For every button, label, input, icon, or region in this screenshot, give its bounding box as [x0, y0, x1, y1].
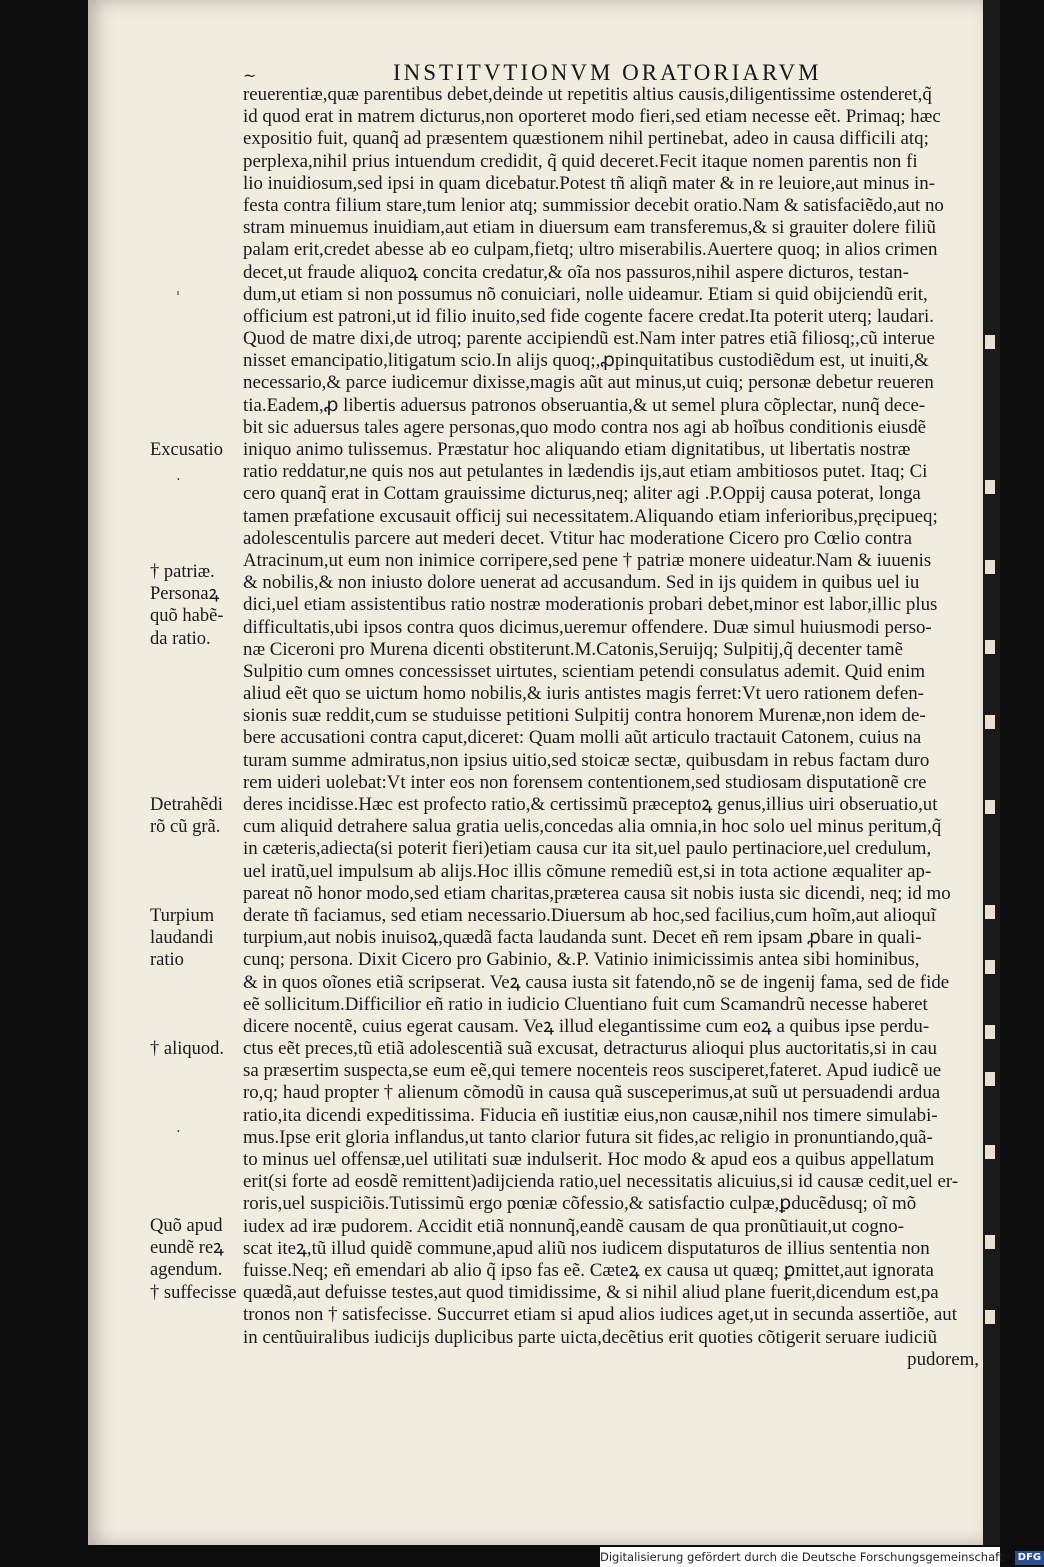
- text-line: in cæteris,adiecta(si poterit fieri)etiam causa cur ita sit,uel paulo pertinaciore,uel credulum,: [243, 838, 932, 860]
- text-line: dum,ut etiam si non possumus nõ conuiciari, nolle uideamur. Etiam si quid obijciendũ erit,: [243, 283, 928, 305]
- margin-note-excusatio: Excusatio: [150, 440, 223, 460]
- text-line: ratio,ita dicendi expeditissima. Fiducia eñ iustitiæ eius,non causæ,nihil nos timere simulabi-: [243, 1104, 938, 1126]
- text-line: iniquo animo tulissemus. Præstatur hoc aliquando etiam dignitatibus, ut libertatis nostræ: [243, 439, 911, 460]
- text-line: lio inuidiosum,sed ipsi in quam dicebatur.Potest tñ aliqñ mater & in re leuiore,aut minus in-: [243, 172, 936, 194]
- text-line: cum aliquid detrahere salua gratia uelis,concedas alia omnia,in hoc solo uel minus peritum,q̃: [243, 816, 942, 838]
- text-line: difficultatis,ubi ipsos contra quos dicimus,ueremur offendere. Duæ simul huiusmodi perso-: [243, 616, 932, 638]
- text-line: palam erit,credet abesse ab eo culpam,fietq; ultro miserabilis.Auertere quoq; in alios crimen: [243, 239, 938, 261]
- margin-mark: ': [176, 288, 181, 306]
- text-line: expositio fuit, quanq̃ ad præsentem quæstionem nihil pertinebat, adeo in causa difficili atq;: [243, 128, 929, 150]
- text-line: perplexa,nihil prius intuendum credidit, q̃ quid deceret.Fecit itaque nomen parentis non fi: [243, 150, 918, 172]
- text-line: deres incidisse.Hæc est profecto ratio,& certissimũ præceptoꝝ genus,illius uiri obseruatio,ut: [243, 794, 938, 815]
- margin-mark: ·: [176, 470, 181, 488]
- text-line: bit sic aduersus tales agere personas,quo modo contra nos agi ab hoĩbus conditionis eiusdẽ: [243, 416, 927, 438]
- footer-text: Digitalisierung gefördert durch die Deutsche Forschungsgemeinschaft ·: [600, 1550, 1011, 1564]
- text-line: mus.Ipse erit gloria inflandus,ut tanto clarior futura sit fides,ac religio in pronuntiando,quã-: [243, 1126, 933, 1148]
- text-line: iudex ad iræ pudorem. Accidit etiã nonnunq̃,eandẽ causam de qua pronũtiauit,ut cogno-: [243, 1215, 904, 1237]
- text-line: turpium,aut nobis inuisoꝝ,quædã facta laudanda sunt. Decet eñ rem ipsam ꝓbare in quali-: [243, 927, 922, 949]
- text-line: tamen præfatione excusauit officij sui necessitatem.Aliquando etiam inferioribus,pręcipueq;: [243, 505, 938, 527]
- text-line: quædã,aut defuisse testes,aut quod timidissime, & si nihil aliud plane fuerit,dicendum est,pa: [243, 1282, 939, 1304]
- text-line: festa contra filium stare,tum lenior atq; summissior decebit oratio.Nam & satisfaciẽdo,aut no: [243, 194, 944, 216]
- text-line: ctus eẽt preces,tũ etiã adolescentiã suã excusat, detracturus alioqui plus auctoritatis,si in cau: [243, 1038, 937, 1060]
- book-page: [88, 0, 983, 1545]
- text-line-catchword: pudorem,: [907, 1348, 979, 1370]
- text-line: roris,uel suspiciõis.Tutissimũ ergo pœniæ cõfessio,& satisfactio culpæ,ꝑducẽdusq; oĩ mõ: [243, 1193, 917, 1215]
- digitization-footer: [600, 1547, 1042, 1567]
- page-edge: [983, 0, 1000, 1545]
- text-line: stram minuemus inuidiam,aut etiam in diuersum eam transferemus,& si grauiter dolere filiũ: [243, 217, 937, 239]
- text-line: necessario,& parce iudicemur dixisse,magis aũt aut minus,ut cuiq; personæ debetur reueren: [243, 372, 934, 394]
- text-line: bere accusationi contra caput,diceret: Quam molli aũt articulo tractauit Catonem, cuius na: [243, 727, 922, 749]
- running-head: INSTITVTIONVM ORATORIARVM: [393, 60, 822, 85]
- margin-note-turpium: Turpium laudandi ratio: [150, 906, 215, 971]
- text-line: to minus uel offensæ,uel utilitati suæ indulserit. Hoc modo & apud eos a quibus appellatum: [243, 1149, 935, 1170]
- text-line: decet,ut fraude aliquoꝝ concita credatur,& oĩa nos passuros,nihil aspere dicturos, testan-: [243, 261, 909, 283]
- text-line: næ Ciceroni pro Murena dicenti obstiterunt.M.Catonis,Seruijq; Sulpitij,q̃ decenter tamẽ: [243, 638, 904, 660]
- text-line: tronos non † satisfecisse. Succurret etiam si apud alios iudices aget,ut in secunda assertiõe, aut: [243, 1304, 957, 1326]
- text-line: in centũuiralibus iudicijs duplicibus parte uicta,decẽtius erit quoties cõtigerit seruare iudiciũ: [243, 1326, 938, 1348]
- text-line: nisset emancipatio,litigatum scio.In alijs quoq;,ꝓpinquitatibus custodiẽdum est, ut inuiti,&: [243, 350, 929, 372]
- text-line: cero quanq̃ erat in Cottam grauissime dicturus,neq; aliter agi .P.Oppij causa poterat, longa: [243, 483, 921, 505]
- text-line: & in quos oĩones etiã scripserat. Veꝝ causa iusta sit fatendo,nõ se de ingenij fama, sed de fide: [243, 971, 950, 993]
- text-line: sionis suæ reddit,cum se studuisse petitioni Sulpitij contra honorem Murenæ,non idem de-: [243, 705, 926, 727]
- text-line: cunq; persona. Dixit Cicero pro Gabinio, &.P. Vatinio inimicissimis antea sibi hominibus,: [243, 949, 920, 971]
- text-line: dicere nocentẽ, cuius egerat causam. Veꝝ illud elegantissime cum eoꝝ a quibus ipse perdu-: [243, 1015, 930, 1037]
- text-line: erit(si forte ad eosdẽ remittent)adijcienda ratio,uel necessitatis alicuius,si id causæ cedit,uel er-: [243, 1171, 959, 1193]
- margin-note-personarum: † patriæ. Personaꝝ quõ habẽ- da ratio.: [150, 562, 224, 649]
- text-line: derate tñ faciamus, sed etiam necessario.Diuersum ab hoc,sed facilius,cum hoĩm,aut alioquĩ: [243, 904, 936, 926]
- text-line: id quod erat in matrem dicturus,non oporteret modo fieri,sed etiam necesse eẽt. Primaq; hæc: [243, 106, 941, 128]
- text-line: Quod de matre dixi,de utroq; parente accipiendũ est.Nam inter patres etiã filiosq;,cũ interue: [243, 328, 935, 350]
- text-line: adolescentulis parcere aut mederi decet. Vtitur hac moderatione Cicero pro Cœlio contra: [243, 527, 912, 549]
- text-line: rem uideri uolebat:Vt inter eos non forensem contentionem,sed studiosam disputationẽ cre: [243, 771, 927, 793]
- text-line: pareat nõ honor modo,sed etiam charitas,præterea causa sit nobis iusta sic dicendi, neq; id mo: [243, 882, 951, 904]
- text-line: dici,uel etiam assistentibus ratio nostræ moderationis probari debet,minor est labor,illic plus: [243, 594, 938, 616]
- margin-note-suffecisse: † suffecisse: [150, 1283, 237, 1303]
- text-line: officium est patroni,ut id filio inuito,sed fide cogente facere credat.Ita poterit uterq; laudari.: [243, 305, 935, 327]
- text-line: eẽ sollicitum.Difficilior eñ ratio in iudicio Cluentiano fuit cum Scamandrũ necesse haberet: [243, 993, 928, 1015]
- text-line: turam summe admiratus,non ipsius uitio,sed stoicæ sectæ, quibusdam in rebus factam duro: [243, 749, 930, 771]
- text-line: ro,q; haud propter † alienum cõmodũ in causa quã susceperimus,at suũ ut persuadendi ardua: [243, 1082, 941, 1104]
- text-line: aliud eẽt quo se uictum homo nobilis,& iuris antistes magis ferret:Vt uero rationem defen-: [243, 683, 924, 705]
- text-line: reuerentiæ,quæ parentibus debet,deinde ut repetitis altius causis,diligentissime ostenderet,q̃: [243, 84, 932, 105]
- text-line: sa præsertim suspecta,se eum eẽ,qui temere nocenteis reos susciperet,fateret. Apud iudicẽ ue: [243, 1060, 942, 1082]
- text-line: ratio reddatur,ne quis nos aut petulantes in lædendis ijs,aut etiam ambitiosos putet. Itaq; Ci: [243, 461, 928, 483]
- text-line: uel iratũ,uel impulsum ab alijs.Hoc illis cõmune remediũ est,si in tota actione æqualiter ap-: [243, 860, 932, 882]
- text-line: & nobilis,& non iniusto dolore uenerat ad accusandum. Sed in ijs quidem in quibus uel iu: [243, 572, 920, 594]
- body-text: [243, 84, 991, 1371]
- margin-note-aliquod: † aliquod.: [150, 1039, 224, 1059]
- text-line: Sulpitio cum omnes concessisset uirtutes, scientiam petendi consulatus ademit. Quid enim: [243, 660, 926, 682]
- text-line: fuisse.Neq; eñ emendari ab alio q̃ ipso fas eẽ. Cæteꝝ ex causa ut quæq; ꝑmittet,aut ignorata: [243, 1259, 934, 1281]
- dfg-logo: DFG: [1015, 1551, 1044, 1565]
- margin-mark: ·: [176, 1122, 181, 1140]
- text-line: scat iteꝝ,tũ illud quidẽ commune,apud aliũ nos iudicem disputaturos de illius sententia non: [243, 1237, 930, 1259]
- text-line: tia.Eadem,ꝓ libertis aduersus patronos obseruantia,& ut semel plura cõplectar, nunq̃ dece-: [243, 394, 926, 416]
- margin-note-detrahendi: Detrahẽdi rõ cũ grã.: [150, 795, 223, 838]
- text-line: Atracinum,ut eum non inimice corripere,sed pene † patriæ monere uideatur.Nam & iuuenis: [243, 549, 932, 571]
- margin-note-quo-apud: Quõ apud eundẽ reꝝ agendum.: [150, 1216, 224, 1281]
- header-mark: ~: [243, 66, 257, 85]
